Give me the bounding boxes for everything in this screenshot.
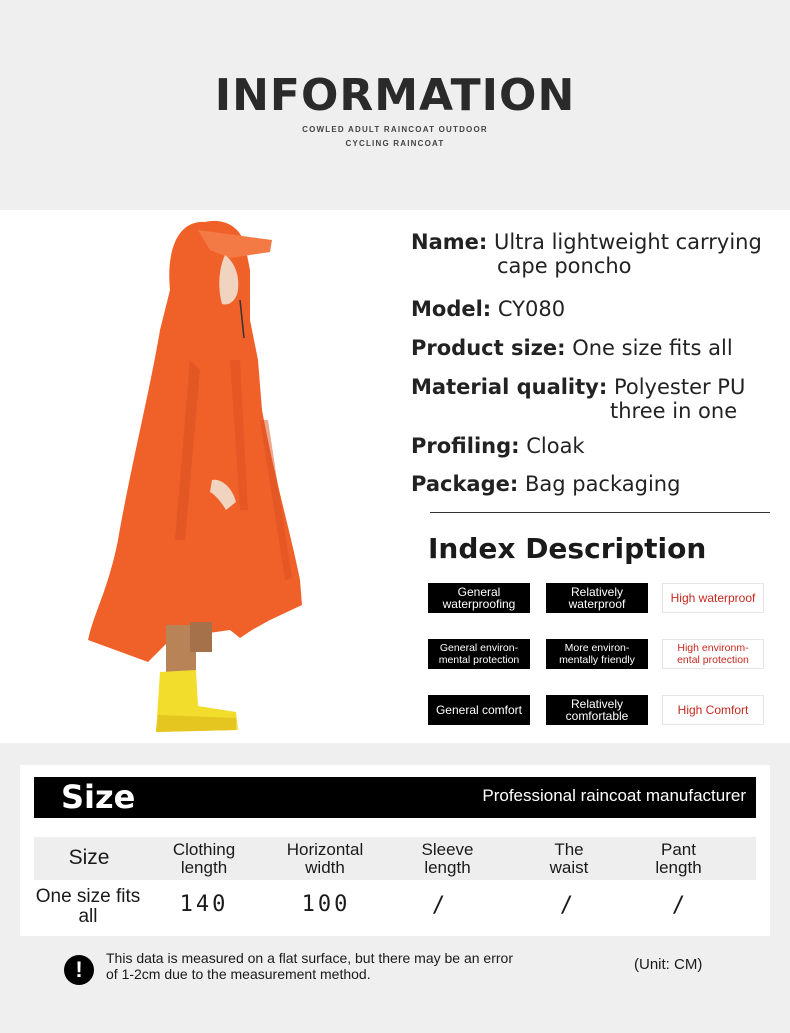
size-section: [20, 765, 770, 936]
value-pant-length: /: [671, 893, 689, 918]
header-clothing-length: Clothing length: [172, 840, 236, 877]
note-text-line-2: of 1-2cm due to the measurement method.: [106, 966, 371, 982]
spec-material-value-2: three in one: [610, 399, 738, 423]
manufacturer-text: Professional raincoat manufacturer: [482, 786, 746, 805]
spec-size-value: One size fits all: [572, 336, 733, 360]
value-size: One size fits all: [35, 886, 141, 927]
subtitle-line-1: COWLED ADULT RAINCOAT OUTDOOR: [302, 125, 488, 134]
measurement-note: [64, 950, 764, 995]
header-pant-length: Pant length: [655, 840, 702, 877]
page-title: INFORMATION: [214, 70, 576, 121]
header-the-waist: The waist: [549, 840, 589, 877]
spec-model: [411, 297, 565, 321]
header-horizontal-width: Horizontal width: [286, 840, 364, 877]
header: [0, 0, 790, 210]
size-banner: [34, 777, 756, 818]
value-clothing-length: 140: [179, 892, 229, 917]
spec-material: [411, 375, 786, 423]
spec-package: [411, 472, 680, 496]
badge-high-comfort: High Comfort: [662, 695, 764, 725]
spec-product-size: [411, 336, 733, 360]
badge-general-comfort: General comfort: [428, 695, 530, 725]
note-text-line-1: This data is measured on a flat surface, but there may be an error: [106, 950, 513, 966]
poncho-illustration: [0, 210, 397, 743]
badge-high-waterproof: High waterproof: [662, 583, 764, 613]
spec-name-value-1: Ultra lightweight carrying: [493, 230, 762, 254]
spec-model-label: Model:: [411, 297, 492, 321]
spec-profiling-value: Cloak: [526, 434, 585, 458]
spec-model-value: CY080: [497, 297, 566, 321]
badge-general-waterproofing: General waterproofing: [428, 583, 530, 613]
product-info-section: [0, 210, 790, 743]
subtitle-line-2: CYCLING RAINCOAT: [345, 139, 445, 148]
note-text: [106, 950, 626, 982]
spec-package-label: Package:: [411, 472, 519, 496]
badge-more-environmental: More environ- mentally friendly: [546, 639, 648, 669]
spec-profiling-label: Profiling:: [411, 434, 520, 458]
spec-size-label: Product size:: [411, 336, 566, 360]
spec-name-value-2: cape poncho: [497, 254, 632, 278]
spec-name-label: Name:: [411, 230, 488, 254]
spec-name: [411, 230, 786, 278]
badge-high-environmental: High environm- ental protection: [662, 639, 764, 669]
exclamation-icon: !: [64, 955, 94, 985]
header-sleeve-length: Sleeve length: [421, 840, 474, 877]
value-sleeve-length: /: [431, 893, 449, 918]
size-title: Size: [61, 778, 136, 816]
divider: [430, 512, 770, 513]
product-photo: [0, 210, 397, 743]
spec-package-value: Bag packaging: [524, 472, 681, 496]
index-title: Index Description: [428, 532, 707, 565]
header-size: Size: [68, 846, 110, 869]
badge-relatively-comfortable: Relatively comfortable: [546, 695, 648, 725]
value-the-waist: /: [559, 893, 577, 918]
badge-general-environmental: General environ- mental protection: [428, 639, 530, 669]
spec-profiling: [411, 434, 585, 458]
value-horizontal-width: 100: [301, 892, 351, 917]
badge-relatively-waterproof: Relatively waterproof: [546, 583, 648, 613]
unit-label: (Unit: CM): [634, 956, 703, 973]
spec-material-label: Material quality:: [411, 375, 608, 399]
spec-material-value-1: Polyester PU: [613, 375, 746, 399]
